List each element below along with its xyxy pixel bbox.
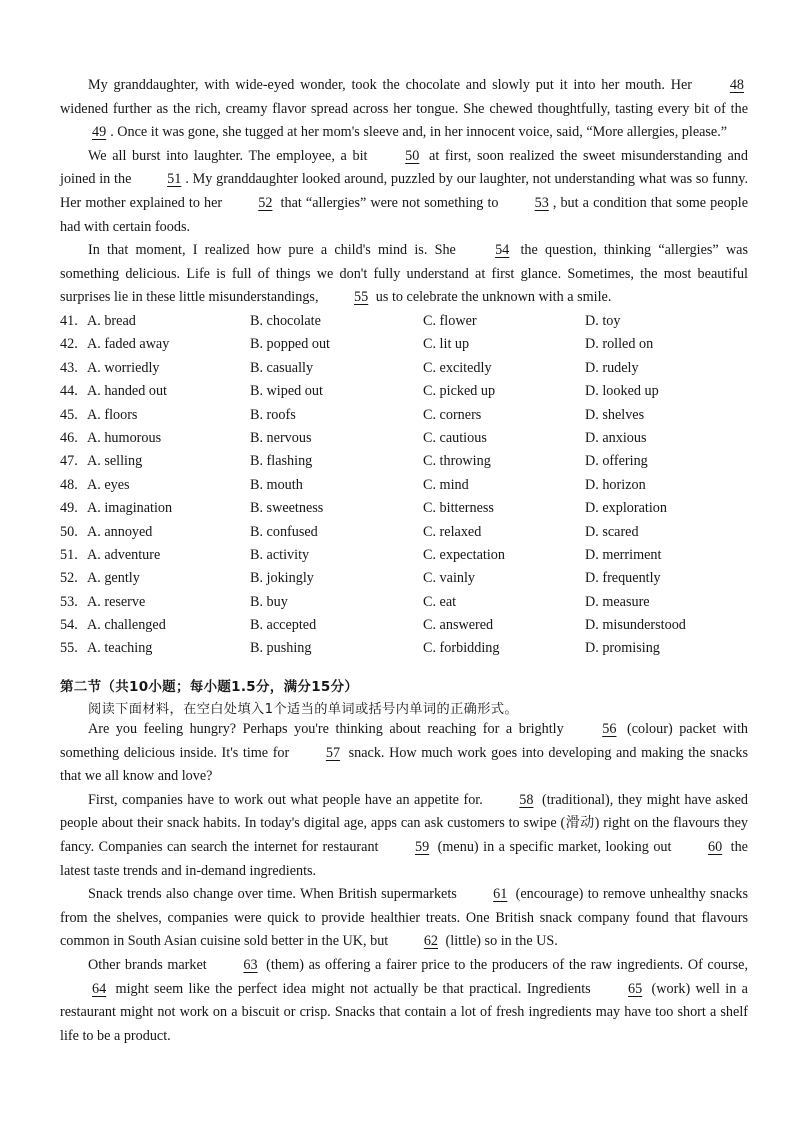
passage-text: (encourage) to remove unhealthy snacks from the shelves, companies were quick to provide healthier treats. One British snack company found that flavours common in South Asian cuisine sold better in the UK, but — [60, 886, 748, 950]
option-b[interactable]: B. wiped out — [250, 383, 323, 400]
passage-text: (menu) in a specific market, looking out — [433, 838, 676, 855]
passage-text: widened further as the rich, creamy flavor spread across her tongue. She chewed thoughtfully, tasting every bit of the — [60, 100, 748, 117]
option-c[interactable]: C. answered — [423, 617, 494, 634]
answer-blank[interactable]: 64 — [92, 980, 107, 997]
passage-text: the question, thinking “allergies” was something delicious. Life is full of things we don't fully understand at first glance. Sometimes, the most beautiful surprises lie in these little misunderstandings, — [60, 242, 749, 306]
option-row — [60, 521, 760, 544]
option-row — [60, 474, 760, 497]
option-d[interactable]: D. promising — [585, 640, 660, 657]
option-d[interactable]: D. merriment — [585, 546, 662, 563]
option-c[interactable]: C. expectation — [423, 546, 505, 563]
option-c[interactable]: C. flower — [423, 313, 477, 329]
answer-blank[interactable]: 61 — [493, 886, 508, 903]
question-number: 51. — [60, 546, 78, 563]
question-number: 46. — [60, 429, 78, 446]
answer-blank[interactable]: 49 — [92, 124, 107, 141]
option-row — [60, 380, 760, 403]
options-table — [60, 310, 760, 661]
option-d[interactable]: D. anxious — [585, 429, 647, 446]
question-number: 41. — [60, 313, 78, 329]
question-number: 45. — [60, 406, 78, 423]
paragraph — [60, 883, 748, 954]
answer-blank[interactable]: 57 — [325, 744, 341, 761]
option-c[interactable]: C. throwing — [423, 453, 491, 470]
option-b[interactable]: B. buy — [250, 593, 288, 610]
answer-blank[interactable]: 59 — [414, 838, 430, 855]
option-d[interactable]: D. exploration — [585, 500, 667, 517]
question-number: 53. — [60, 593, 78, 610]
option-a[interactable]: A. challenged — [87, 617, 166, 634]
option-a[interactable]: A. annoyed — [87, 523, 153, 540]
option-c[interactable]: C. corners — [423, 406, 482, 423]
passage-text: that “allergies” were not something to — [276, 194, 503, 211]
option-c[interactable]: C. relaxed — [423, 523, 482, 540]
option-a[interactable]: A. reserve — [87, 593, 146, 610]
paragraph — [60, 789, 748, 883]
option-a[interactable]: A. worriedly — [87, 359, 160, 376]
option-b[interactable]: B. mouth — [250, 476, 303, 493]
passage-text: the latest taste trends and in-demand ingredients. — [60, 838, 748, 879]
option-c[interactable]: C. vainly — [423, 570, 476, 587]
option-row — [60, 567, 760, 590]
option-d[interactable]: D. measure — [585, 593, 650, 610]
option-c[interactable]: C. picked up — [423, 383, 496, 400]
option-a[interactable]: A. floors — [87, 406, 138, 423]
option-d[interactable]: D. shelves — [585, 406, 645, 423]
option-row — [60, 310, 760, 333]
answer-blank[interactable]: 50 — [405, 147, 420, 164]
option-a[interactable]: A. imagination — [87, 500, 173, 517]
question-number: 47. — [60, 453, 78, 470]
passage-text: snack. How much work goes into developing and making the snacks that we all know and love? — [60, 744, 748, 785]
passage-text: Are you feeling hungry? Perhaps you're thinking about reaching for a brightly — [88, 721, 571, 737]
option-b[interactable]: B. nervous — [250, 429, 312, 446]
option-b[interactable]: B. roofs — [250, 406, 296, 423]
passage-text: at first, soon realized the sweet misunderstanding and joined in the — [60, 147, 748, 188]
passage-text: (them) as offering a fairer price to the producers of the raw ingredients. Of course, — [261, 956, 748, 973]
passage-text: We all burst into laughter. The employee, a bit — [88, 147, 374, 164]
option-b[interactable]: B. casually — [250, 359, 314, 376]
option-c[interactable]: C. mind — [423, 476, 469, 493]
option-a[interactable]: A. faded away — [87, 336, 170, 353]
option-c[interactable]: C. excitedly — [423, 359, 492, 376]
option-c[interactable]: C. lit up — [423, 336, 470, 353]
answer-blank[interactable]: 55 — [354, 289, 369, 306]
passage-text: (work) well in a restaurant might not work on a biscuit or crisp. Snacks that contain a lot of fresh ingredients may have too short a shelf life to be a product. — [60, 980, 748, 1044]
option-row — [60, 357, 760, 380]
option-c[interactable]: C. cautious — [423, 429, 487, 446]
option-row — [60, 591, 760, 614]
option-a[interactable]: A. teaching — [87, 640, 153, 657]
option-d[interactable]: D. toy — [585, 313, 621, 329]
passage-text: . Once it was gone, she tugged at her mom's sleeve and, in her innocent voice, said, “More allergies, please.” — [110, 124, 728, 141]
paragraph — [60, 954, 748, 1048]
option-d[interactable]: D. horizon — [585, 476, 646, 493]
grammar-fill-passage — [60, 718, 748, 1048]
option-b[interactable]: B. accepted — [250, 617, 317, 634]
option-b[interactable]: B. chocolate — [250, 313, 321, 329]
option-a[interactable]: A. eyes — [87, 476, 130, 493]
passage-text: (colour) packet with something delicious inside. It's time for — [60, 721, 749, 761]
section-instruction: 阅读下面材料，在空白处填入1个适当的单词或括号内单词的正确形式。 — [88, 702, 518, 717]
cloze-passage — [60, 74, 748, 310]
answer-blank[interactable]: 65 — [628, 980, 643, 997]
passage-text: might seem like the perfect idea might not actually be that practical. Ingredients — [110, 980, 597, 997]
passage-text: Other brands market — [88, 956, 212, 973]
option-c[interactable]: C. forbidding — [423, 640, 500, 657]
question-number: 44. — [60, 383, 78, 400]
option-a[interactable]: A. bread — [87, 313, 136, 329]
answer-blank[interactable]: 60 — [707, 838, 723, 855]
option-b[interactable]: B. activity — [250, 546, 310, 563]
option-d[interactable]: D. frequently — [585, 570, 661, 587]
option-b[interactable]: B. pushing — [250, 640, 312, 657]
option-a[interactable]: A. gently — [87, 570, 140, 587]
option-d[interactable]: D. offering — [585, 453, 648, 470]
question-number: 43. — [60, 359, 78, 376]
option-b[interactable]: B. popped out — [250, 336, 330, 353]
passage-text: Snack trends also change over time. When British supermarkets — [88, 886, 462, 903]
option-a[interactable]: A. selling — [87, 453, 143, 470]
option-a[interactable]: A. adventure — [87, 546, 161, 563]
passage-text: In that moment, I realized how pure a child's mind is. She — [88, 242, 464, 259]
option-a[interactable]: A. humorous — [87, 429, 162, 446]
option-b[interactable]: B. flashing — [250, 453, 313, 470]
answer-blank[interactable]: 54 — [495, 242, 510, 259]
paragraph — [60, 718, 748, 789]
option-d[interactable]: D. rolled on — [585, 336, 654, 353]
passage-text: (little) so in the US. — [442, 933, 558, 950]
question-number: 48. — [60, 476, 78, 493]
option-row — [60, 333, 760, 356]
question-number: 54. — [60, 617, 78, 634]
answer-blank[interactable]: 48 — [729, 77, 744, 93]
option-row — [60, 450, 760, 473]
passage-text: . My granddaughter looked around, puzzled by our laughter, not understanding what was so funny. Her mother explained to her — [60, 171, 748, 211]
option-b[interactable]: B. jokingly — [250, 570, 314, 587]
question-number: 55. — [60, 640, 78, 657]
passage-text: My granddaughter, with wide-eyed wonder, took the chocolate and slowly put it into her mouth. Her — [88, 77, 698, 93]
question-number: 50. — [60, 523, 78, 540]
question-number: 52. — [60, 570, 78, 587]
paragraph — [60, 74, 748, 145]
option-d[interactable]: D. scared — [585, 523, 639, 540]
paragraph — [60, 239, 748, 310]
option-row — [60, 637, 760, 660]
answer-blank[interactable]: 56 — [602, 721, 617, 737]
option-row — [60, 497, 760, 520]
option-row — [60, 427, 760, 450]
option-c[interactable]: C. bitterness — [423, 500, 494, 517]
answer-blank[interactable]: 63 — [243, 956, 258, 973]
answer-blank[interactable]: 52 — [258, 194, 273, 211]
option-b[interactable]: B. sweetness — [250, 500, 324, 517]
passage-text: (traditional), they might have asked people about their snack habits. In today's digital age, apps can ask customers to swipe (滑动) right on the flavours they fancy. Companies can search the internet for restaurant — [60, 791, 748, 855]
section-heading: 第二节（共10小题；每小题1.5分，满分15分） — [60, 679, 359, 695]
option-a[interactable]: A. handed out — [87, 383, 167, 400]
answer-blank[interactable]: 58 — [519, 791, 534, 808]
answer-blank[interactable]: 51 — [167, 171, 182, 188]
option-row — [60, 544, 760, 567]
passage-text: First, companies have to work out what people have an appetite for. — [88, 791, 488, 808]
option-b[interactable]: B. confused — [250, 523, 318, 540]
question-number: 42. — [60, 336, 78, 353]
option-c[interactable]: C. eat — [423, 593, 457, 610]
question-number: 49. — [60, 500, 78, 517]
passage-text: us to celebrate the unknown with a smile. — [372, 289, 612, 306]
answer-blank[interactable]: 62 — [423, 933, 438, 950]
option-row — [60, 404, 760, 427]
paragraph — [60, 145, 748, 239]
passage-text: , but a condition that some people had with certain foods. — [60, 194, 748, 235]
option-d[interactable]: D. rudely — [585, 359, 639, 376]
option-d[interactable]: D. misunderstood — [585, 617, 686, 634]
option-d[interactable]: D. looked up — [585, 383, 659, 400]
answer-blank[interactable]: 53 — [534, 194, 549, 211]
option-row — [60, 614, 760, 637]
